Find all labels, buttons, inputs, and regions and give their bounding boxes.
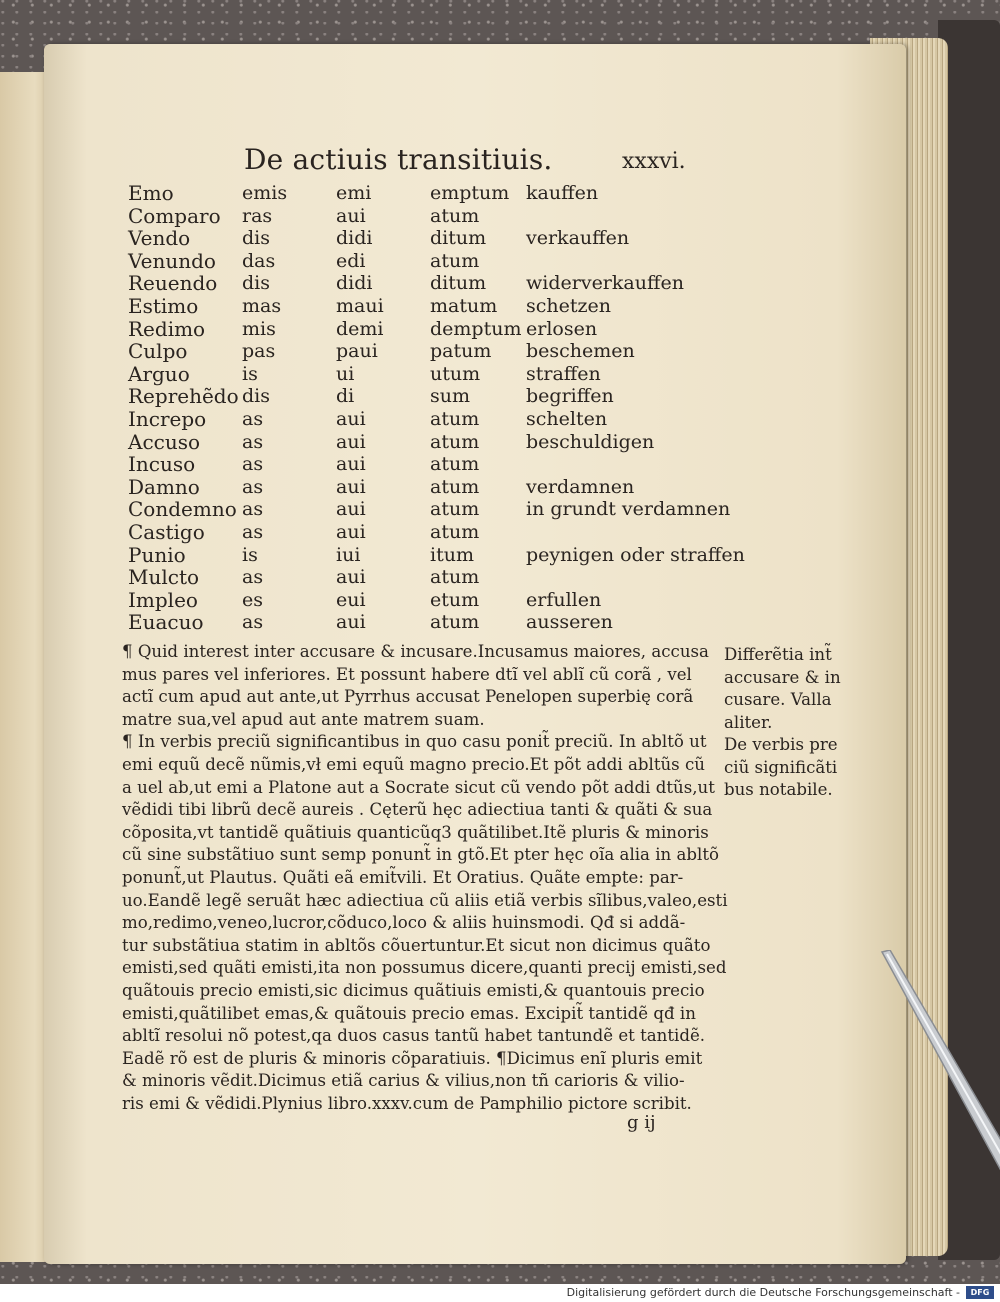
verb-german-gloss: verdamnen (526, 475, 635, 498)
margin-note-line: aliter. (724, 712, 773, 732)
verb-german-gloss: straffen (526, 362, 601, 385)
verb-perfect: paui (336, 340, 378, 363)
verb-german-gloss: begriffen (526, 385, 614, 408)
verb-supine: ditum (430, 272, 487, 295)
paragraph-line: matre sua,vel apud aut ante matrem suam. (122, 709, 485, 729)
paragraph-line: Eadẽ rõ est de pluris & minoris cõparatiuis. ¶Dicimus enĩ pluris emit (122, 1048, 703, 1068)
verb-lemma: Arguo (128, 361, 190, 386)
paragraph-line: ¶ Quid interest inter accusare & incusare.Incusamus maiores, accusa (122, 642, 709, 661)
paragraph-line: cõposita,vt tantidẽ quãtiuis quanticũq3 quãtilibet.Itẽ pluris & minoris (122, 822, 709, 842)
verb-row (128, 227, 748, 250)
margin-note-line: Differẽtia int̃ (724, 645, 832, 664)
paragraph-line: actĩ cum apud aut ante,ut Pyrrhus accusat Penelopen superbię corã (122, 687, 694, 707)
paragraph-line: mus pares vel inferiores. Et possunt habere dtĩ vel ablĩ cũ corã , vel (122, 664, 692, 684)
margin-note-line: accusare & in (724, 667, 841, 687)
verb-lemma: Euacuo (128, 610, 204, 635)
margin-note-line: cusare. Valla (724, 690, 832, 710)
verb-lemma: Punio (128, 542, 186, 567)
paragraph-line: ¶ In verbis preciũ significantibus in quo casu ponit̃ preciũ. In abltõ ut (122, 732, 707, 752)
verb-row (128, 385, 748, 408)
verb-lemma: Estimo (128, 293, 199, 318)
footer-credit: Digitalisierung gefördert durch die Deutsche Forschungsgemeinschaft - (566, 1286, 960, 1299)
verb-second-person: mis (242, 317, 276, 340)
verb-row (128, 182, 748, 205)
verb-row (128, 611, 748, 634)
verb-german-gloss (526, 566, 748, 589)
verb-lemma: Reuendo (128, 271, 218, 296)
paragraph-line: a uel ab,ut emi a Platone aut a Socrate sicut cũ vendo põt addi dtũs,ut (122, 777, 715, 797)
pointer-stylus (878, 950, 1000, 1180)
verb-german-gloss (526, 453, 748, 476)
verb-perfect: iui (336, 543, 361, 566)
verb-second-person: as (242, 520, 264, 543)
verb-row (128, 453, 748, 476)
verb-german-gloss: verkauffen (526, 227, 630, 250)
verb-second-person: dis (242, 227, 270, 250)
verb-lemma: Increpo (128, 406, 207, 431)
verb-supine: atum (430, 611, 480, 634)
paragraph-line: emisti,sed quãti emisti,ita non possumus dicere,quanti precij emisti,sed (122, 958, 727, 978)
verb-row (128, 250, 748, 273)
paragraph-line: & minoris vẽdit.Dicimus etiã carius & vilius,non tñ carioris & vilio- (122, 1071, 685, 1091)
verb-perfect: maui (336, 294, 384, 317)
verb-row (128, 205, 748, 228)
verb-perfect: aui (336, 566, 366, 589)
verb-german-gloss: schelten (526, 407, 608, 430)
verb-lemma: Redimo (128, 316, 206, 341)
verb-perfect: aui (336, 498, 366, 521)
verb-supine: atum (430, 430, 480, 453)
verb-lemma: Comparo (128, 203, 221, 228)
verb-perfect: aui (336, 204, 366, 227)
verb-second-person: is (242, 362, 258, 385)
margin-note-line: ciũ significãti (724, 757, 838, 777)
verb-supine: atum (430, 249, 480, 272)
verb-second-person: ras (242, 204, 273, 227)
verb-lemma: Vendo (128, 226, 191, 251)
paragraph-line: quãtouis precio emisti,sic dicimus quãtiuis emisti,& quantouis precio (122, 980, 705, 1000)
verb-row (128, 408, 748, 431)
verb-second-person: dis (242, 272, 270, 295)
folio-number: xxxvi. (622, 149, 686, 174)
verb-supine: etum (430, 588, 480, 611)
verb-row (128, 566, 748, 589)
verb-perfect: ui (336, 362, 355, 385)
paragraph-line: tur substãtiua statim in abltõs cõuertuntur.Et sicut non dicimus quãto (122, 935, 711, 955)
verb-perfect: aui (336, 475, 366, 498)
paragraph-line: uo.Eandẽ legẽ seruãt hæc adiectiua cũ aliis etiã verbis sĩlibus,valeo,esti (122, 890, 728, 910)
verb-supine: emptum (430, 182, 510, 204)
verb-row (128, 272, 748, 295)
verb-perfect: eui (336, 588, 366, 611)
verb-supine: matum (430, 294, 498, 317)
verb-perfect: emi (336, 182, 372, 204)
verb-second-person: as (242, 498, 264, 521)
margin-note-line: De verbis pre (724, 735, 838, 754)
verb-lemma: Castigo (128, 519, 205, 544)
verb-row (128, 363, 748, 386)
verb-second-person: as (242, 475, 264, 498)
verb-second-person: emis (242, 182, 288, 204)
verb-row (128, 295, 748, 318)
verb-second-person: is (242, 543, 258, 566)
paragraph-line: emisti,quãtilibet emas,& quãtouis precio emas. Excipit̃ tantidẽ qđ in (122, 1003, 696, 1023)
verb-second-person: das (242, 249, 276, 272)
verb-perfect: didi (336, 272, 373, 295)
verb-second-person: as (242, 453, 264, 476)
verb-second-person: pas (242, 340, 276, 363)
verb-lemma: Reprehẽdo (128, 384, 239, 409)
verb-row (128, 589, 748, 612)
verb-lemma: Accuso (128, 429, 201, 454)
paragraph-line: vẽdidi tibi librũ decẽ aureis . Cęterũ hęc adiectiua tanti & quãti & sua (122, 800, 713, 820)
verb-second-person: mas (242, 294, 282, 317)
verb-lemma: Condemno (128, 497, 237, 522)
verb-supine: demptum (430, 317, 522, 340)
verb-perfect: di (336, 385, 355, 408)
paragraph-line: abltĩ resolui nõ potest,qa duos casus tantũ habet tantundẽ et tantidẽ. (122, 1026, 706, 1046)
verb-second-person: as (242, 611, 264, 634)
verb-supine: atum (430, 498, 480, 521)
verb-row (128, 498, 748, 521)
verb-supine: atum (430, 204, 480, 227)
verb-german-gloss (526, 521, 748, 544)
verb-lemma: Mulcto (128, 565, 200, 590)
verb-supine: atum (430, 407, 480, 430)
margin-note-line: bus notabile. (724, 780, 833, 800)
verb-lemma: Damno (128, 474, 200, 499)
margin-note-differentia (724, 644, 854, 734)
verb-german-gloss: kauffen (526, 182, 599, 204)
verb-german-gloss: erlosen (526, 317, 598, 340)
verb-german-gloss (526, 250, 748, 273)
verb-german-gloss: ausseren (526, 611, 613, 634)
verb-second-person: as (242, 566, 264, 589)
verb-row (128, 431, 748, 454)
paragraph-line: ris emi & vẽdidi.Plynius libro.xxxv.cum de Pamphilio pictore scribit. (122, 1093, 692, 1113)
verb-supine: ditum (430, 227, 487, 250)
signature-mark: g ij (627, 1112, 656, 1133)
verb-perfect: aui (336, 407, 366, 430)
verb-lemma: Venundo (128, 248, 216, 273)
verb-german-gloss: schetzen (526, 294, 611, 317)
paragraph-line: cũ sine substãtiuo sunt semp ponunt̃ in gtõ.Et pter hęc oĩa alia in abltõ (122, 845, 719, 865)
margin-note-de-verbis (724, 734, 854, 802)
verb-lemma: Culpo (128, 339, 188, 364)
verb-german-gloss: erfullen (526, 588, 602, 611)
verb-supine: atum (430, 453, 480, 476)
verb-german-gloss: beschemen (526, 340, 635, 363)
verb-perfect: aui (336, 520, 366, 543)
verb-row (128, 521, 748, 544)
verb-conjugation-table (128, 182, 748, 634)
verb-second-person: es (242, 588, 263, 611)
verb-supine: atum (430, 520, 480, 543)
paragraph-line: mo,redimo,veneo,lucror,cõduco,loco & aliis huinsmodi. Qđ si addã- (122, 913, 686, 933)
verb-row (128, 318, 748, 341)
verb-supine: itum (430, 543, 474, 566)
verb-german-gloss: widerverkauffen (526, 272, 684, 295)
verb-second-person: dis (242, 385, 270, 408)
verb-lemma: Impleo (128, 587, 198, 612)
verb-perfect: aui (336, 430, 366, 453)
verb-supine: utum (430, 362, 481, 385)
commentary-paragraphs (122, 641, 728, 1115)
verb-perfect: edi (336, 249, 366, 272)
verb-german-gloss (526, 205, 748, 228)
verb-row (128, 476, 748, 499)
verb-supine: atum (430, 475, 480, 498)
verb-row (128, 340, 748, 363)
paragraph-line: emi equũ decẽ nũmis,vł emi equũ magno precio.Et põt addi abltũs cũ (122, 754, 705, 774)
verb-supine: sum (430, 385, 471, 408)
verb-perfect: didi (336, 227, 373, 250)
verb-german-gloss: beschuldigen (526, 430, 655, 453)
page-heading: De actiuis transitiuis. (244, 143, 553, 176)
verb-perfect: aui (336, 611, 366, 634)
verb-second-person: as (242, 407, 264, 430)
verb-row (128, 544, 748, 567)
verb-german-gloss: in grundt verdamnen (526, 498, 731, 521)
verb-lemma: Emo (128, 181, 174, 205)
verb-german-gloss: peynigen oder straffen (526, 543, 745, 566)
dfg-logo: DFG (966, 1286, 994, 1299)
verb-lemma: Incuso (128, 452, 196, 477)
verb-second-person: as (242, 430, 264, 453)
paragraph-line: ponunt̃,ut Plautus. Quãti eã emit̃vili. Et Oratius. Quãte empte: par- (122, 867, 684, 887)
verb-supine: atum (430, 566, 480, 589)
verb-supine: patum (430, 340, 492, 363)
verb-perfect: demi (336, 317, 384, 340)
verb-perfect: aui (336, 453, 366, 476)
